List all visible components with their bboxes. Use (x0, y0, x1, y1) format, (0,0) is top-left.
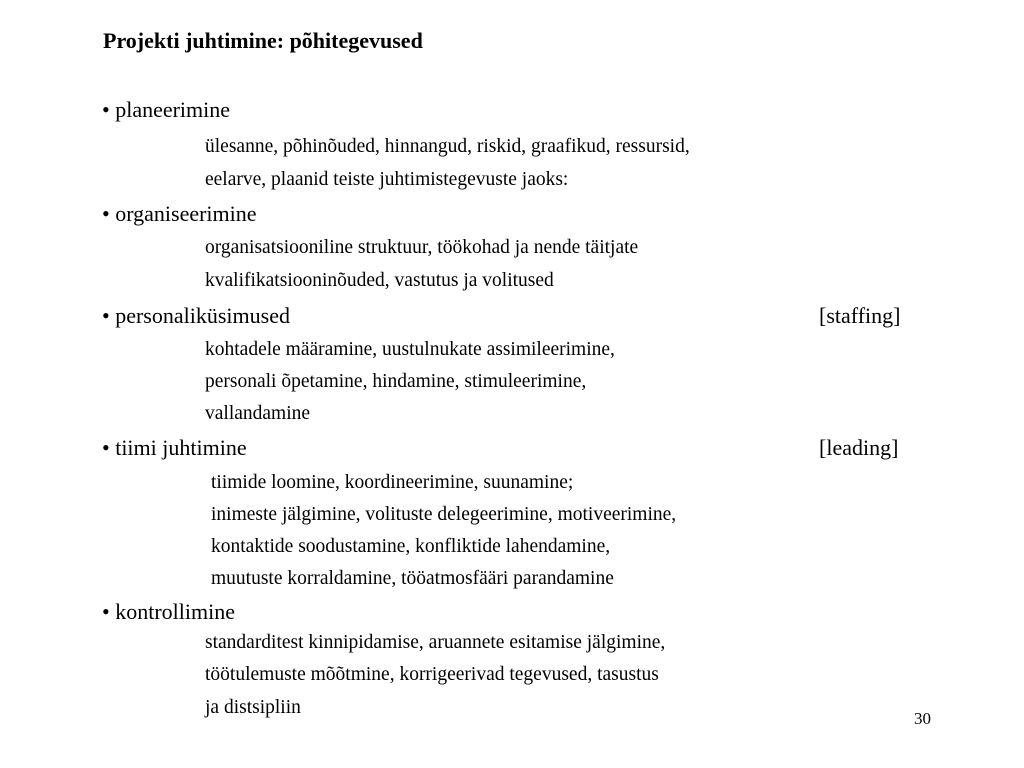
planeerimine-line-1: ülesanne, põhinõuded, hinnangud, riskid, graafikud, ressursid, (205, 136, 690, 157)
kontrollimine-line-1: standarditest kinnipidamise, aruannete esitamise jälgimine, (205, 632, 666, 653)
bullet-kontrollimine: • kontrollimine (102, 599, 235, 624)
personalikusimused-line-3: vallandamine (205, 403, 311, 424)
organiseerimine-line-1: organisatsiooniline struktuur, töökohad ja nende täitjate (205, 237, 639, 258)
personalikusimused-line-1: kohtadele määramine, uustulnukate assimileerimine, (205, 339, 615, 360)
tag-staffing: [staffing] (819, 303, 901, 328)
bullet-organiseerimine: • organiseerimine (102, 201, 257, 226)
bullet-planeerimine: • planeerimine (102, 97, 231, 122)
tiimi-juhtimine-line-3: kontaktide soodustamine, konfliktide lahendamine, (211, 536, 611, 557)
tag-leading: [leading] (819, 435, 899, 460)
planeerimine-line-2: eelarve, plaanid teiste juhtimistegevuste jaoks: (205, 169, 569, 190)
tiimi-juhtimine-line-4: muutuste korraldamine, tööatmosfääri parandamine (211, 568, 614, 589)
tiimi-juhtimine-line-2: inimeste jälgimine, volituste delegeerimine, motiveerimine, (211, 504, 677, 525)
tiimi-juhtimine-line-1: tiimide loomine, koordineerimine, suunamine; (211, 472, 574, 493)
organiseerimine-line-2: kvalifikatsiooninõuded, vastutus ja volitused (205, 270, 554, 291)
slide-title: Projekti juhtimine: põhitegevused (103, 28, 423, 53)
personalikusimused-line-2: personali õpetamine, hindamine, stimuleerimine, (205, 371, 587, 392)
bullet-personalikusimused: • personaliküsimused (102, 303, 290, 328)
page-number: 30 (914, 709, 931, 728)
bullet-tiimi-juhtimine: • tiimi juhtimine (102, 435, 247, 460)
kontrollimine-line-3: ja distsipliin (205, 697, 301, 718)
kontrollimine-line-2: töötulemuste mõõtmine, korrigeerivad tegevused, tasustus (205, 664, 659, 685)
